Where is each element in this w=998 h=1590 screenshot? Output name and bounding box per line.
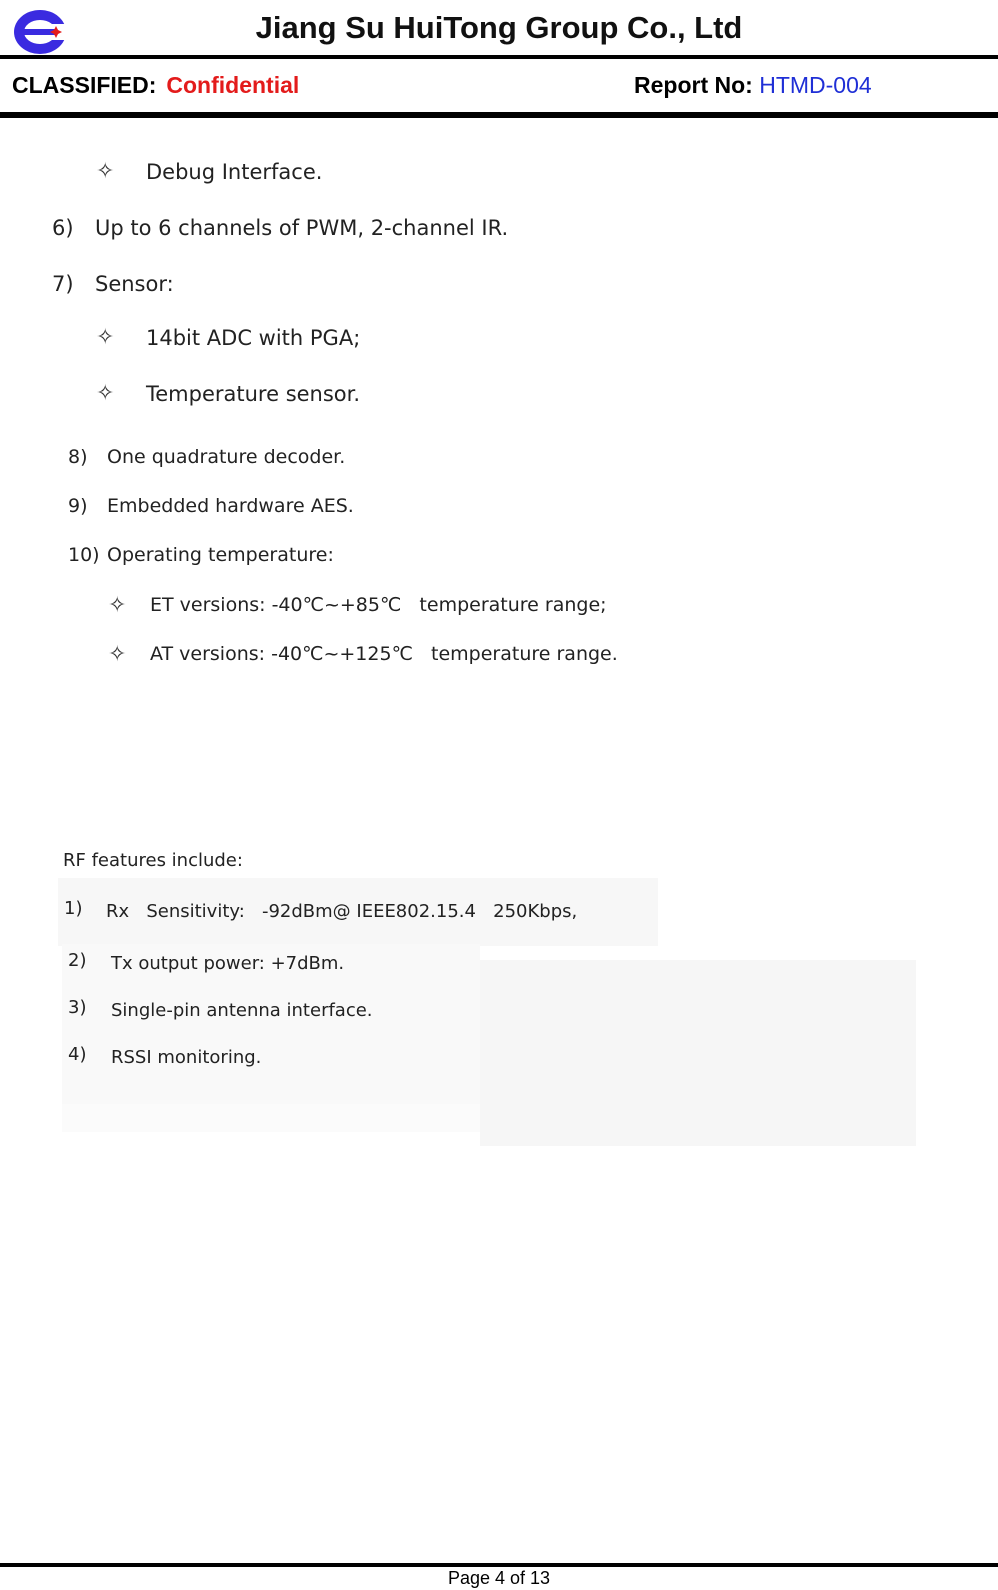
list-number: 3) [68, 997, 87, 1018]
list-item: Single-pin antenna interface. [111, 1000, 373, 1021]
classified-label: CLASSIFIED: [12, 72, 157, 98]
company-title: Jiang Su HuiTong Group Co., Ltd [255, 10, 743, 45]
list-item: AT versions: -40℃~+125℃ temperature range. [150, 643, 618, 665]
list-number: 2) [68, 950, 87, 971]
list-number: 4) [68, 1044, 87, 1065]
diamond-star-icon: ✧ [108, 592, 127, 617]
diamond-star-icon: ✧ [96, 324, 115, 349]
list-item: ET versions: -40℃~+85℃ temperature range; [150, 594, 607, 616]
header-rule [0, 55, 998, 59]
list-number: 6) [52, 216, 74, 240]
list-item: Temperature sensor. [146, 382, 361, 406]
report-number [634, 72, 872, 99]
list-item: Operating temperature: [107, 544, 334, 566]
header-divider [0, 112, 998, 118]
diamond-star-icon: ✧ [108, 641, 127, 666]
list-item: 14bit ADC with PGA; [146, 326, 361, 350]
classified-value: Confidential [166, 72, 300, 98]
report-label: Report No: [634, 72, 753, 98]
list-item: Up to 6 channels of PWM, 2-channel IR. [95, 216, 509, 240]
list-item: Tx output power: +7dBm. [111, 953, 345, 974]
list-item: Rx Sensitivity: -92dBm@ IEEE802.15.4 250Kbps, [106, 901, 578, 922]
diamond-star-icon: ✧ [96, 380, 115, 405]
page-number: Page 4 of 13 [447, 1568, 551, 1588]
list-number: 8) [68, 446, 88, 468]
list-number: 7) [52, 272, 74, 296]
list-item: One quadrature decoder. [107, 446, 346, 468]
list-item: Debug Interface. [146, 160, 323, 184]
list-number: 1) [64, 898, 83, 919]
rf-image-background [480, 960, 916, 1146]
diamond-star-icon: ✧ [96, 158, 115, 183]
footer-rule [0, 1563, 998, 1567]
report-value: HTMD-004 [759, 72, 872, 98]
list-number: 9) [68, 495, 88, 517]
list-item: RSSI monitoring. [111, 1047, 262, 1068]
rf-image-background [62, 1104, 480, 1132]
list-number: 10) [68, 544, 100, 566]
list-item: Sensor: [95, 272, 174, 296]
list-item: Embedded hardware AES. [107, 495, 354, 517]
classification [12, 72, 299, 99]
rf-heading: RF features include: [63, 850, 243, 871]
